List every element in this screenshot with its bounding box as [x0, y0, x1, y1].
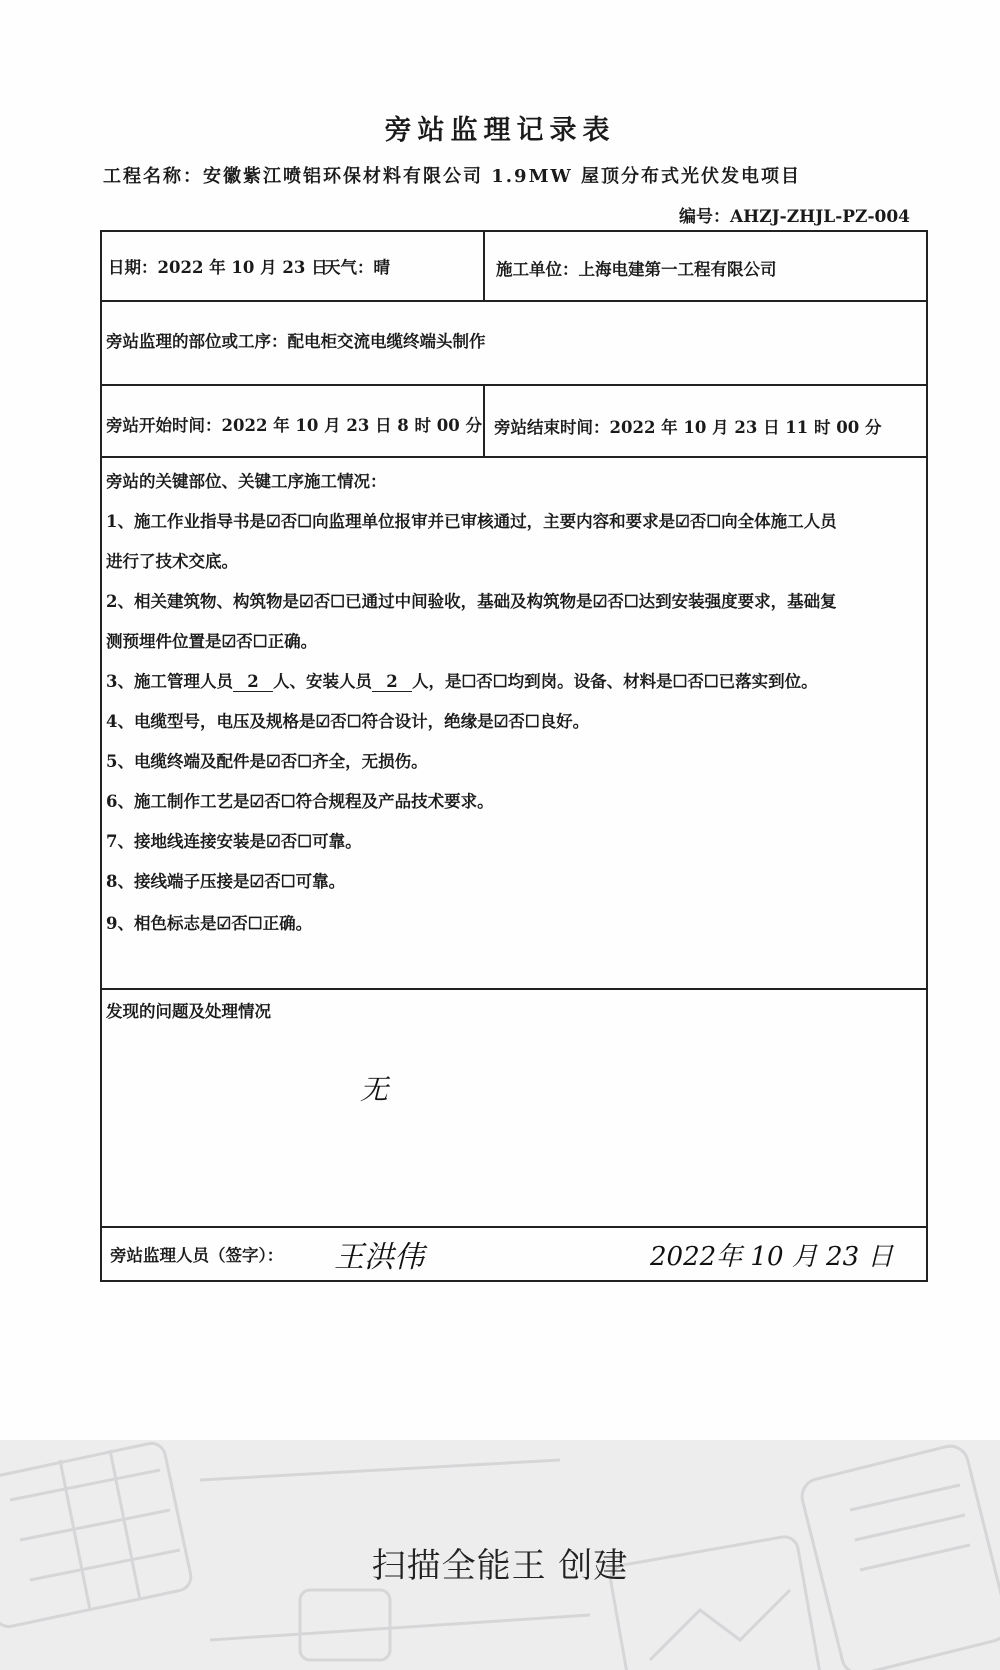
row-signature — [102, 1228, 926, 1280]
project-name: 工程名称：安徽紫江喷铝环保材料有限公司 1.9MW 屋顶分布式光伏发电项目 — [103, 166, 801, 187]
issues-heading: 发现的问题及处理情况 — [106, 1002, 271, 1021]
supervised-part-field: 旁站监理的部位或工序：配电柜交流电缆终端头制作 — [106, 332, 486, 351]
scanner-brand-text: 扫描全能王 创建 — [371, 1546, 629, 1586]
item-7: 7、接地线连接安装是☑否☐可靠。 — [106, 832, 362, 851]
installer-count: 2 — [372, 672, 412, 692]
row-times — [102, 386, 926, 458]
management-count: 2 — [233, 672, 273, 692]
item-2-line-1: 2、相关建筑物、构筑物是☑否☐已通过中间验收，基础及构筑物是☑否☐达到安装强度要求，基础复 — [106, 592, 837, 611]
start-time-field: 旁站开始时间：2022 年 10 月 23 日 8 时 00 分 — [106, 416, 482, 435]
item-2-line-2: 测预埋件位置是☑否☐正确。 — [106, 632, 318, 651]
row-issues — [102, 990, 926, 1228]
record-form-table — [100, 230, 928, 1282]
end-time-field: 旁站结束时间：2022 年 10 月 23 日 11 时 00 分 — [494, 418, 882, 437]
signature-date-handwritten: 2022年 10 月 23 日 — [650, 1242, 894, 1272]
item-3-mid: 人、安装人员 — [272, 672, 372, 691]
item-5: 5、电缆终端及配件是☑否☐齐全，无损伤。 — [106, 752, 428, 771]
section-heading: 旁站的关键部位、关键工序施工情况： — [106, 472, 387, 491]
item-3-suffix: 人，是☐否☐均到岗。设备、材料是☐否☐已落实到位。 — [411, 672, 818, 691]
row-supervised-part — [102, 302, 926, 386]
issues-handwritten-note: 无 — [360, 1073, 389, 1106]
document-title: 旁站监理记录表 — [384, 115, 616, 146]
item-3-prefix: 3、施工管理人员 — [106, 672, 233, 691]
date-field: 日期：2022 年 10 月 23 日 — [108, 258, 328, 277]
item-1-line-2: 进行了技术交底。 — [106, 552, 238, 571]
document-number: 编号：AHZJ-ZHJL-PZ-004 — [678, 207, 910, 227]
item-9: 9、相色标志是☑否☐正确。 — [106, 914, 313, 933]
item-4: 4、电缆型号，电压及规格是☑否☐符合设计，绝缘是☑否☐良好。 — [106, 712, 590, 731]
row-key-procedures — [102, 458, 926, 990]
item-3 — [106, 668, 818, 692]
cell-divider — [483, 386, 485, 456]
signature-handwritten: 王洪伟 — [334, 1240, 424, 1275]
contractor-field: 施工单位：上海电建第一工程有限公司 — [496, 260, 777, 279]
signature-label: 旁站监理人员（签字）： — [110, 1246, 284, 1265]
row-date-contractor — [102, 232, 926, 302]
item-1-line-1: 1、施工作业指导书是☑否☐向监理单位报审并已审核通过，主要内容和要求是☑否☐向全体施工人员 — [106, 512, 837, 531]
item-6: 6、施工制作工艺是☑否☐符合规程及产品技术要求。 — [106, 792, 494, 811]
cell-divider — [483, 232, 485, 300]
weather-field: 天气：晴 — [324, 258, 390, 277]
item-8: 8、接线端子压接是☑否☐可靠。 — [106, 872, 346, 891]
